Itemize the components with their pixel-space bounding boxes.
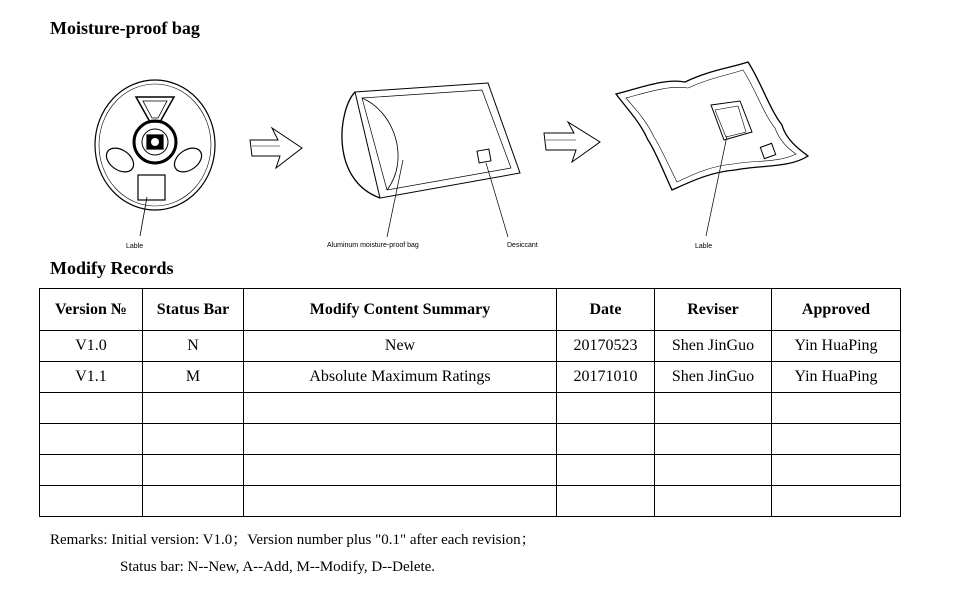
cell-reviser	[655, 393, 772, 424]
table-row	[40, 424, 901, 455]
cell-approved: Yin HuaPing	[772, 362, 901, 393]
cell-status: N	[143, 331, 244, 362]
cell-date: 20170523	[557, 331, 655, 362]
cell-reviser: Shen JinGuo	[655, 331, 772, 362]
arrow-right-icon	[250, 128, 302, 168]
header-status-bar: Status Bar	[143, 289, 244, 331]
header-approved: Approved	[772, 289, 901, 331]
header-version: Version №	[40, 289, 143, 331]
cell-status	[143, 393, 244, 424]
cell-version	[40, 424, 143, 455]
cell-approved	[772, 486, 901, 517]
cell-date: 20171010	[557, 362, 655, 393]
bag-label: Aluminum moisture-proof bag	[327, 242, 419, 249]
cell-version	[40, 455, 143, 486]
desiccant-label: Desiccant	[507, 242, 538, 249]
reel-label: Lable	[126, 243, 144, 250]
cell-reviser	[655, 424, 772, 455]
cell-status	[143, 455, 244, 486]
cell-version: V1.0	[40, 331, 143, 362]
cell-version	[40, 393, 143, 424]
arrow-right-icon	[544, 122, 600, 162]
header-summary: Modify Content Summary	[244, 289, 557, 331]
cell-approved	[772, 424, 901, 455]
sealed-bag-label: Lable	[695, 243, 713, 250]
cell-approved	[772, 393, 901, 424]
cell-summary	[244, 486, 557, 517]
cell-date	[557, 486, 655, 517]
table-row	[40, 331, 901, 362]
header-reviser: Reviser	[655, 289, 772, 331]
modify-records-table	[39, 288, 901, 517]
table-header-row	[40, 289, 901, 331]
table-row	[40, 393, 901, 424]
packing-diagram	[0, 0, 965, 260]
remarks-line-1: Remarks: Initial version: V1.0；Version number plus "0.1" after each revision；	[50, 532, 536, 548]
cell-status: M	[143, 362, 244, 393]
table-row	[40, 362, 901, 393]
cell-status	[143, 424, 244, 455]
reel-illustration	[95, 80, 215, 236]
cell-approved: Yin HuaPing	[772, 331, 901, 362]
cell-date	[557, 455, 655, 486]
remarks-line-2: Status bar: N--New, A--Add, M--Modify, D--Delete.	[120, 559, 436, 575]
cell-date	[557, 393, 655, 424]
cell-approved	[772, 455, 901, 486]
cell-summary: New	[244, 331, 557, 362]
cell-reviser	[655, 455, 772, 486]
aluminum-bag-illustration	[342, 83, 520, 237]
cell-summary	[244, 455, 557, 486]
cell-reviser: Shen JinGuo	[655, 362, 772, 393]
cell-version: V1.1	[40, 362, 143, 393]
header-date: Date	[557, 289, 655, 331]
cell-version	[40, 486, 143, 517]
section-title-modify-records: Modify Records	[50, 258, 174, 278]
cell-summary: Absolute Maximum Ratings	[244, 362, 557, 393]
sealed-bag-illustration	[616, 62, 808, 236]
table-row	[40, 486, 901, 517]
cell-date	[557, 424, 655, 455]
table-row	[40, 455, 901, 486]
cell-reviser	[655, 486, 772, 517]
cell-summary	[244, 393, 557, 424]
cell-status	[143, 486, 244, 517]
section-title-moisture-bag: Moisture-proof bag	[50, 18, 200, 38]
cell-summary	[244, 424, 557, 455]
